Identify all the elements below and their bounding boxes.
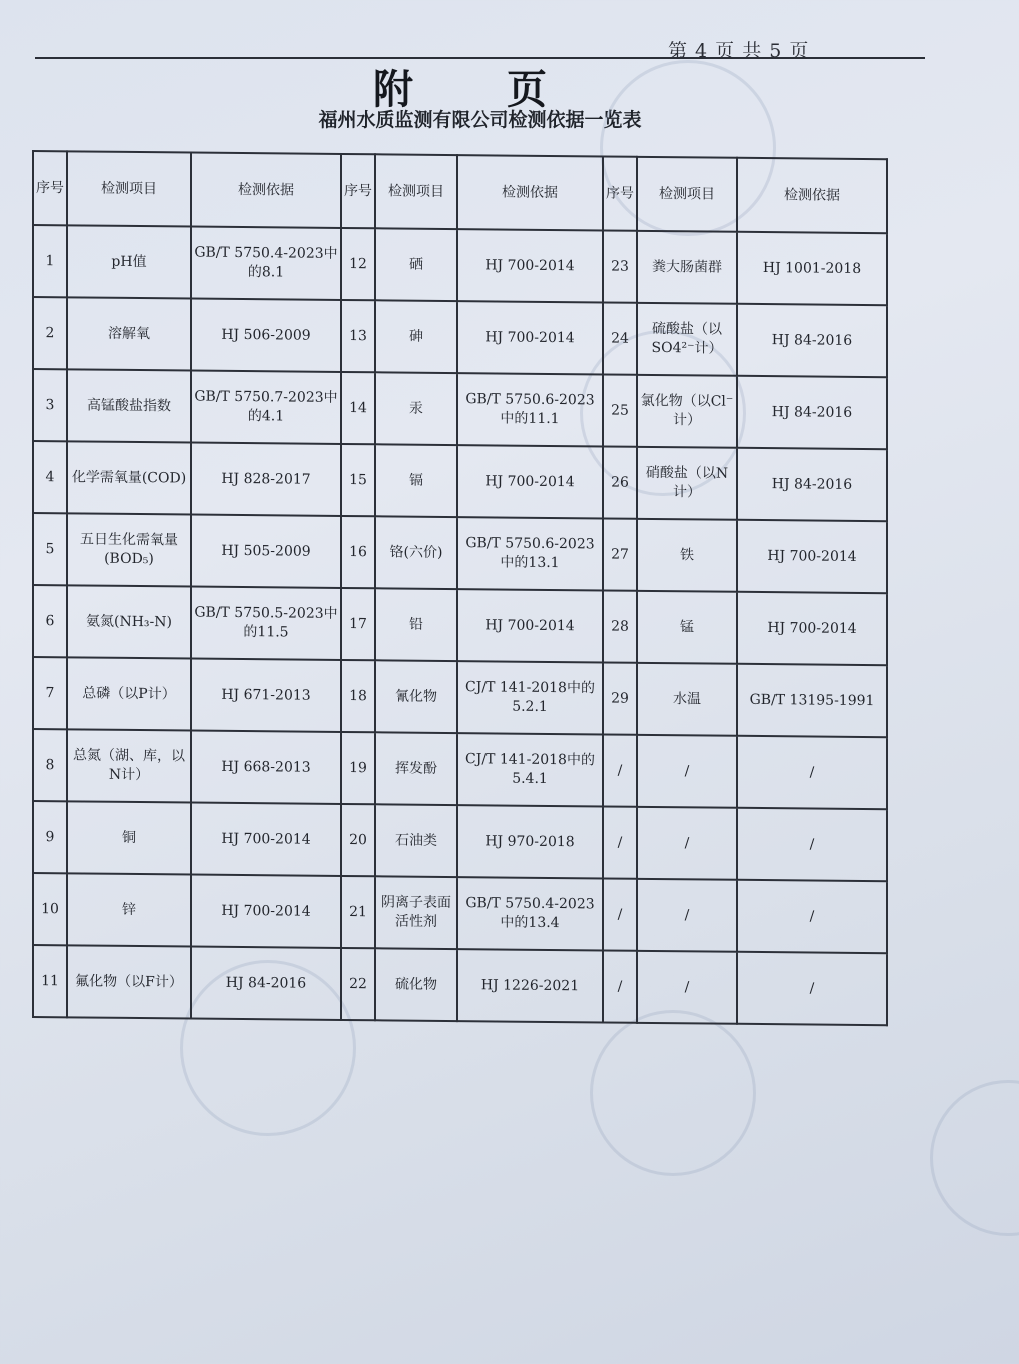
table-cell-basis: HJ 1001-2018 (737, 232, 887, 305)
table-cell-basis: HJ 828-2017 (191, 443, 341, 516)
table-cell-index: 6 (33, 585, 67, 657)
header-cell: 序号 (603, 156, 637, 230)
table-cell-index: 10 (33, 873, 67, 945)
standards-table-wrapper (32, 150, 888, 1026)
table-cell-basis: HJ 84-2016 (191, 947, 341, 1020)
table-cell-basis: HJ 84-2016 (737, 304, 887, 377)
table-cell-basis: HJ 505-2009 (191, 515, 341, 588)
table-cell-index: 13 (341, 300, 375, 372)
table-cell-basis: / (737, 808, 887, 881)
header-cell: 检测项目 (67, 151, 191, 226)
page-title: 附 页 (373, 66, 587, 113)
page-number: 第 4 页 共 5 页 (668, 40, 810, 62)
table-cell-basis: HJ 700-2014 (457, 301, 603, 374)
table-cell-item: 汞 (375, 372, 457, 445)
table-cell-index: 8 (33, 729, 67, 801)
table-cell-item: 氯化物（以Cl⁻计） (637, 375, 737, 448)
table-header-row (33, 151, 887, 233)
table-cell-index: 17 (341, 588, 375, 660)
table-cell-index: 28 (603, 590, 637, 662)
table-cell-index: / (603, 734, 637, 806)
table-row (33, 729, 887, 809)
header-cell: 检测依据 (737, 158, 887, 233)
table-cell-index: 4 (33, 441, 67, 513)
table-cell-item: pH值 (67, 225, 191, 298)
table-cell-index: 14 (341, 372, 375, 444)
table-cell-item: 化学需氧量(COD) (67, 441, 191, 514)
table-cell-basis: HJ 668-2013 (191, 731, 341, 804)
table-cell-item: 硒 (375, 228, 457, 301)
table-cell-basis: / (737, 952, 887, 1025)
table-cell-basis: HJ 970-2018 (457, 805, 603, 878)
table-cell-item: / (637, 951, 737, 1024)
table-cell-index: 22 (341, 948, 375, 1020)
table-cell-item: 锰 (637, 591, 737, 664)
table-row (33, 873, 887, 953)
table-cell-item: 铬(六价) (375, 516, 457, 589)
table-cell-basis: / (737, 880, 887, 953)
table-row (33, 297, 887, 377)
table-cell-basis: CJ/T 141-2018中的5.2.1 (457, 661, 603, 734)
table-cell-item: 溶解氧 (67, 297, 191, 370)
table-cell-index: 26 (603, 446, 637, 518)
table-cell-index: / (603, 950, 637, 1022)
table-cell-item: 锌 (67, 873, 191, 946)
header-cell: 检测项目 (375, 154, 457, 229)
table-cell-item: 镉 (375, 444, 457, 517)
table-cell-basis: GB/T 5750.6-2023中的11.1 (457, 373, 603, 446)
table-cell-basis: HJ 84-2016 (737, 448, 887, 521)
table-cell-basis: HJ 700-2014 (457, 445, 603, 518)
table-cell-basis: GB/T 5750.4-2023中的8.1 (191, 227, 341, 300)
table-cell-item: 阴离子表面活性剂 (375, 876, 457, 949)
table-cell-basis: GB/T 5750.4-2023中的13.4 (457, 877, 603, 950)
table-cell-item: 高锰酸盐指数 (67, 369, 191, 442)
table-cell-index: / (603, 806, 637, 878)
watermark-stamp (930, 1080, 1019, 1236)
header-cell: 检测依据 (457, 155, 603, 230)
standards-table (32, 150, 888, 1026)
table-cell-item: 氨氮(NH₃-N) (67, 585, 191, 658)
table-cell-basis: CJ/T 141-2018中的5.4.1 (457, 733, 603, 806)
table-cell-basis: GB/T 13195-1991 (737, 664, 887, 737)
table-cell-index: 15 (341, 444, 375, 516)
table-cell-basis: GB/T 5750.6-2023中的13.1 (457, 517, 603, 590)
table-cell-index: 1 (33, 225, 67, 297)
table-cell-basis: HJ 700-2014 (191, 803, 341, 876)
table-cell-basis: GB/T 5750.5-2023中的11.5 (191, 587, 341, 660)
table-cell-item: / (637, 735, 737, 808)
table-cell-basis: HJ 506-2009 (191, 299, 341, 372)
table-cell-item: 总氮（湖、库，以N计） (67, 729, 191, 802)
table-cell-item: 硫化物 (375, 948, 457, 1021)
table-row (33, 657, 887, 737)
table-cell-index: 2 (33, 297, 67, 369)
table-cell-item: / (637, 879, 737, 952)
table-cell-basis: HJ 700-2014 (737, 520, 887, 593)
table-cell-item: 铁 (637, 519, 737, 592)
table-cell-index: 29 (603, 662, 637, 734)
header-cell: 检测依据 (191, 153, 341, 228)
table-cell-basis: GB/T 5750.7-2023中的4.1 (191, 371, 341, 444)
table-cell-basis: / (737, 736, 887, 809)
table-cell-basis: HJ 84-2016 (737, 376, 887, 449)
table-cell-item: 石油类 (375, 804, 457, 877)
table-cell-basis: HJ 671-2013 (191, 659, 341, 732)
table-cell-index: 20 (341, 804, 375, 876)
document-subtitle: 福州水质监测有限公司检测依据一览表 (318, 109, 642, 131)
table-cell-index: 24 (603, 302, 637, 374)
header-cell: 序号 (33, 151, 67, 225)
table-cell-item: 粪大肠菌群 (637, 231, 737, 304)
table-cell-item: 水温 (637, 663, 737, 736)
table-cell-item: 总磷（以P计） (67, 657, 191, 730)
table-cell-index: 27 (603, 518, 637, 590)
table-cell-index: 5 (33, 513, 67, 585)
table-cell-index: 21 (341, 876, 375, 948)
table-row (33, 441, 887, 521)
table-cell-basis: HJ 700-2014 (737, 592, 887, 665)
table-cell-item: 氟化物（以F计） (67, 945, 191, 1018)
table-cell-index: 3 (33, 369, 67, 441)
header-cell: 检测项目 (637, 157, 737, 232)
table-cell-basis: HJ 1226-2021 (457, 949, 603, 1022)
table-cell-item: 挥发酚 (375, 732, 457, 805)
table-cell-index: 16 (341, 516, 375, 588)
table-cell-basis: HJ 700-2014 (457, 589, 603, 662)
table-cell-index: 7 (33, 657, 67, 729)
table-cell-item: 铜 (67, 801, 191, 874)
table-row (33, 225, 887, 305)
table-cell-index: 12 (341, 228, 375, 300)
table-cell-item: 铅 (375, 588, 457, 661)
table-row (33, 585, 887, 665)
table-cell-index: 9 (33, 801, 67, 873)
table-cell-index: / (603, 878, 637, 950)
table-cell-basis: HJ 700-2014 (457, 229, 603, 302)
table-cell-index: 18 (341, 660, 375, 732)
table-cell-item: 砷 (375, 300, 457, 373)
table-cell-item: 硫酸盐（以SO4²⁻计） (637, 303, 737, 376)
header-cell: 序号 (341, 154, 375, 228)
table-cell-index: 23 (603, 230, 637, 302)
table-cell-item: 五日生化需氧量(BOD₅) (67, 513, 191, 586)
table-row (33, 369, 887, 449)
watermark-stamp (590, 1010, 756, 1176)
table-cell-index: 25 (603, 374, 637, 446)
table-body (33, 225, 887, 1025)
table-cell-basis: HJ 700-2014 (191, 875, 341, 948)
table-cell-index: 11 (33, 945, 67, 1017)
table-cell-index: 19 (341, 732, 375, 804)
table-row (33, 945, 887, 1025)
table-cell-item: 氰化物 (375, 660, 457, 733)
table-cell-item: 硝酸盐（以N计） (637, 447, 737, 520)
table-cell-item: / (637, 807, 737, 880)
table-row (33, 801, 887, 881)
table-row (33, 513, 887, 593)
